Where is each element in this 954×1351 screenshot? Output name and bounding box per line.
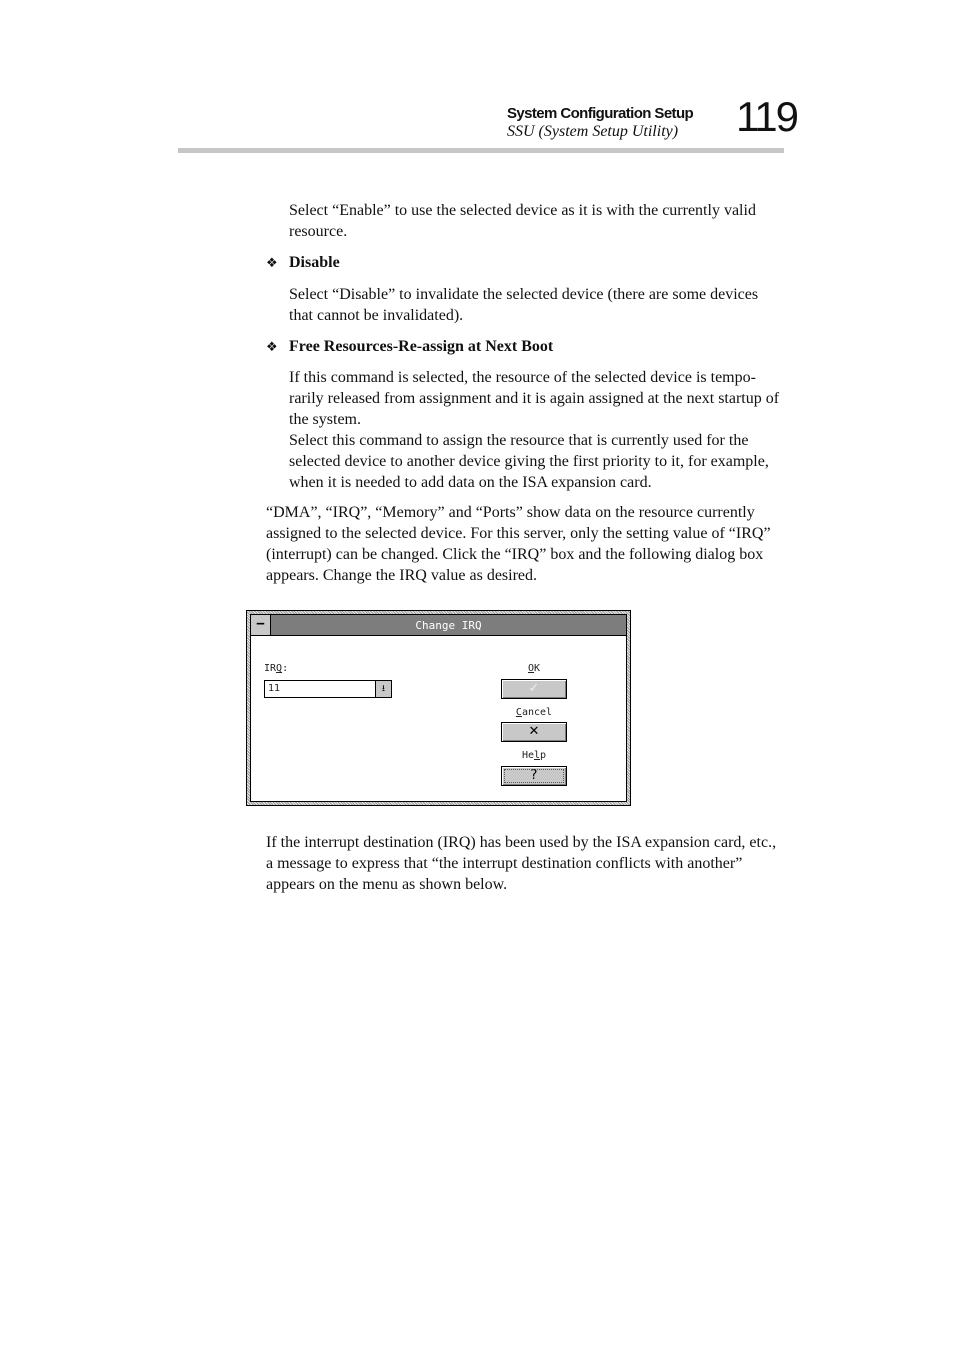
header-rule bbox=[178, 148, 784, 153]
free-description-line: selected device to another device giving the first priority to it, for example, bbox=[289, 453, 769, 470]
cancel-hotkey: C bbox=[515, 707, 522, 718]
bullet-diamond-icon: ❖ bbox=[266, 256, 278, 271]
dialog-title: Change IRQ bbox=[415, 619, 482, 632]
disable-description-line: that cannot be invalidated). bbox=[289, 307, 464, 324]
running-header-title: System Configuration Setup bbox=[507, 105, 694, 122]
irq-label bbox=[264, 663, 288, 674]
cancel-label-rest: ancel bbox=[521, 707, 553, 718]
irq-dropdown[interactable] bbox=[264, 680, 392, 698]
question-mark-icon: ? bbox=[530, 768, 538, 783]
help-label bbox=[501, 750, 567, 761]
system-menu-button[interactable]: − bbox=[251, 615, 271, 635]
free-description-line: rarily released from assignment and it is again assigned at the next startup of bbox=[289, 390, 780, 407]
cancel-button[interactable] bbox=[501, 722, 567, 742]
ok-button[interactable] bbox=[501, 679, 567, 699]
resource-paragraph-line: assigned to the selected device. For this server, only the setting value of “IRQ” bbox=[266, 525, 771, 542]
disable-heading bbox=[266, 252, 340, 274]
resource-paragraph bbox=[266, 502, 786, 586]
free-description-line: Select this command to assign the resource that is currently used for the bbox=[289, 432, 749, 449]
ok-label-rest: K bbox=[534, 663, 541, 674]
disable-description bbox=[289, 284, 785, 326]
enable-description-line: resource. bbox=[289, 223, 348, 240]
enable-description bbox=[289, 200, 785, 242]
disable-description-line: Select “Disable” to invalidate the selected device (there are some devices bbox=[289, 286, 759, 303]
cancel-label bbox=[501, 707, 567, 718]
irq-conflict-paragraph bbox=[266, 832, 786, 895]
free-resources-heading bbox=[266, 336, 553, 358]
dropdown-arrow-icon[interactable]: ⭳ bbox=[375, 681, 391, 697]
running-header-subtitle: SSU (System Setup Utility) bbox=[507, 123, 679, 140]
conflict-paragraph-line: appears on the menu as shown below. bbox=[266, 876, 508, 893]
change-irq-dialog bbox=[246, 610, 631, 806]
help-button[interactable] bbox=[501, 766, 567, 786]
conflict-paragraph-line: If the interrupt destination (IRQ) has been used by the ISA expansion card, etc., bbox=[266, 834, 777, 851]
conflict-paragraph-line: a message to express that “the interrupt destination conflicts with another” bbox=[266, 855, 743, 872]
resource-paragraph-line: (interrupt) can be changed. Click the “IRQ” box and the following dialog box bbox=[266, 546, 764, 563]
irq-label-colon: : bbox=[282, 663, 289, 674]
dialog-client-area bbox=[250, 614, 627, 802]
resource-paragraph-line: appears. Change the IRQ value as desired. bbox=[266, 567, 538, 584]
disable-heading-text: Disable bbox=[289, 254, 340, 271]
free-resources-heading-text: Free Resources-Re-assign at Next Boot bbox=[289, 338, 554, 355]
ok-label bbox=[501, 663, 567, 674]
free-resources-description bbox=[289, 367, 785, 493]
resource-paragraph-line: “DMA”, “IRQ”, “Memory” and “Ports” show data on the resource currently bbox=[266, 504, 755, 521]
page-number: 119 bbox=[736, 93, 797, 140]
checkmark-icon: ✓ bbox=[528, 681, 540, 696]
close-icon: ✕ bbox=[528, 724, 540, 739]
irq-label-text: IR bbox=[264, 663, 277, 674]
dialog-titlebar[interactable] bbox=[251, 615, 626, 636]
enable-description-line: Select “Enable” to use the selected device as it is with the currently valid bbox=[289, 202, 756, 219]
free-description-line: If this command is selected, the resource of the selected device is tempo- bbox=[289, 369, 756, 386]
irq-label-hotkey: Q bbox=[276, 663, 283, 674]
help-label-prefix: He bbox=[521, 750, 534, 761]
ok-hotkey: O bbox=[527, 663, 534, 674]
bullet-diamond-icon: ❖ bbox=[266, 340, 278, 355]
help-hotkey: l bbox=[533, 750, 541, 761]
irq-value: 11 bbox=[268, 683, 281, 694]
help-label-suffix: p bbox=[540, 750, 547, 761]
free-description-line: when it is needed to add data on the ISA expansion card. bbox=[289, 474, 652, 491]
free-description-line: the system. bbox=[289, 411, 361, 428]
